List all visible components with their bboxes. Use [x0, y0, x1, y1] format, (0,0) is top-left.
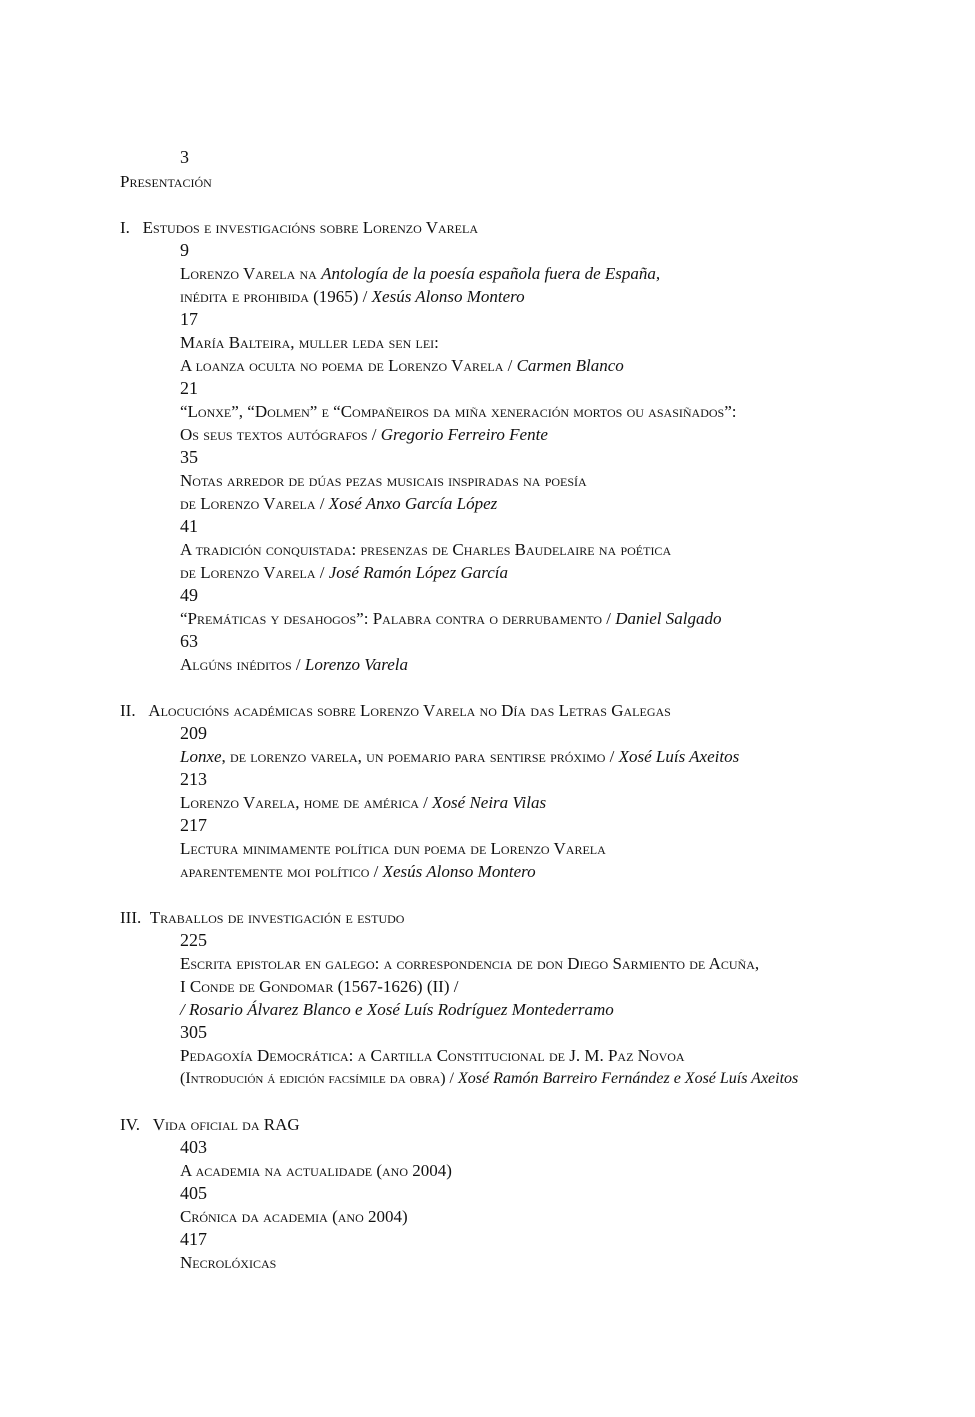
toc-entry-author: José Ramón López García: [328, 563, 508, 582]
toc-entry-author: Gregorio Ferreiro Fente: [380, 425, 548, 444]
toc-entry-title: A tradición conquistada: presenzas de Charles Baudelaire na poética: [180, 540, 672, 559]
toc-entry-title: Lorenzo Varela, home de américa / Xosé Neira Vilas: [180, 793, 547, 812]
toc-entry-title: / Rosario Álvarez Blanco e Xosé Luís Rodríguez Montederramo: [180, 1000, 614, 1019]
section-numeral: III.: [120, 908, 142, 927]
toc-entry-title: Lorenzo Varela na Antología de la poesía española fuera de España,: [180, 264, 661, 283]
section-numeral: I.: [120, 218, 130, 237]
section-heading: [120, 699, 671, 722]
toc-entry-title: (Introdución á edición facsímile da obra) / Xosé Ramón Barreiro Fernández e Xosé Luís Axeitos: [180, 1070, 799, 1087]
section-heading: [120, 216, 478, 239]
toc-entry-title: A loanza oculta no poema de Lorenzo Varela / Carmen Blanco: [180, 356, 624, 375]
toc-page-number: 17: [180, 309, 198, 329]
toc-page-number: 417: [180, 1229, 207, 1249]
toc-entry-author: Carmen Blanco: [516, 356, 624, 375]
toc-entry-title: Presentación: [120, 172, 212, 191]
toc-entry-title: “Lonxe”, “Dolmen” e “Compañeiros da miña xeneración mortos ou asasiñados”:: [180, 402, 737, 421]
toc-page-number: 21: [180, 378, 198, 398]
toc-entry-title: I Conde de Gondomar (1567-1626) (II) /: [180, 977, 459, 996]
toc-entry-title: Algúns inéditos / Lorenzo Varela: [180, 655, 408, 674]
toc-entry-author: Xesús Alonso Montero: [382, 862, 536, 881]
toc-entry-title: de Lorenzo Varela / Xosé Anxo García López: [180, 494, 498, 513]
toc-page-number: 213: [180, 769, 207, 789]
toc-entry-title: “Premáticas y desahogos”: Palabra contra o derrubamento / Daniel Salgado: [180, 609, 722, 628]
toc-page-number: 217: [180, 815, 207, 835]
section-title: Estudos e investigacións sobre Lorenzo Varela: [142, 218, 478, 237]
toc-page-number: 209: [180, 723, 207, 743]
toc-entry-title: aparentemente moi político / Xesús Alonso Montero: [180, 862, 536, 881]
toc-page-number: 35: [180, 447, 198, 467]
toc-entry-author: Xosé Luís Axeitos: [618, 747, 740, 766]
toc-page-number: 305: [180, 1022, 207, 1042]
toc-page-number: 63: [180, 631, 198, 651]
toc-entry-author: Rosario Álvarez Blanco e Xosé Luís Rodríguez Montederramo: [188, 1000, 614, 1019]
toc-entry-title: A academia na actualidade (ano 2004): [180, 1161, 452, 1180]
toc-page-number: 225: [180, 930, 207, 950]
toc-page-number: 41: [180, 516, 198, 536]
toc-page-number: 3: [180, 147, 189, 167]
toc-entry-author: Xesús Alonso Montero: [371, 287, 525, 306]
section-numeral: IV.: [120, 1115, 140, 1134]
toc-entry-author: Daniel Salgado: [615, 609, 722, 628]
toc-entry-author: Lorenzo Varela: [304, 655, 408, 674]
toc-page-number: 9: [180, 240, 189, 260]
toc-entry-title: inédita e prohibida (1965) / Xesús Alonso Montero: [180, 287, 525, 306]
toc-entry-author: Xosé Anxo García López: [328, 494, 498, 513]
section-title: Traballos de investigación e estudo: [149, 908, 405, 927]
section-heading: [120, 906, 404, 929]
toc-entry-title: Crónica da academia (ano 2004): [180, 1207, 408, 1226]
section-heading: [120, 1113, 300, 1136]
toc-page-number: 403: [180, 1137, 207, 1157]
section-numeral: II.: [120, 701, 136, 720]
toc-entry-author: Xosé Ramón Barreiro Fernández e Xosé Luís Axeitos: [458, 1070, 799, 1087]
toc-entry-title: Pedagoxía Democrática: a Cartilla Constitucional de J. M. Paz Novoa: [180, 1046, 685, 1065]
section-title: Alocucións académicas sobre Lorenzo Varela no Día das Letras Galegas: [148, 701, 671, 720]
toc-entry-title: Escrita epistolar en galego: a correspondencia de don Diego Sarmiento de Acuña,: [180, 954, 760, 973]
toc-entry-title: Os seus textos autógrafos / Gregorio Ferreiro Fente: [180, 425, 548, 444]
toc-page-number: 405: [180, 1183, 207, 1203]
toc-entry-title: de Lorenzo Varela / José Ramón López García: [180, 563, 508, 582]
toc-page-number: 49: [180, 585, 198, 605]
toc-entry-title: Lonxe, de lorenzo varela, un poemario para sentirse próximo / Xosé Luís Axeitos: [180, 747, 740, 766]
section-title: Vida oficial da RAG: [152, 1115, 300, 1134]
toc-entry-title: Necrolóxicas: [180, 1253, 277, 1272]
toc-entry-title: María Balteira, muller leda sen lei:: [180, 333, 439, 352]
toc-entry-author: Xosé Neira Vilas: [432, 793, 547, 812]
toc-entry-title: Notas arredor de dúas pezas musicais inspiradas na poesía: [180, 471, 587, 490]
toc-entry-title: Lectura minimamente política dun poema de Lorenzo Varela: [180, 839, 606, 858]
